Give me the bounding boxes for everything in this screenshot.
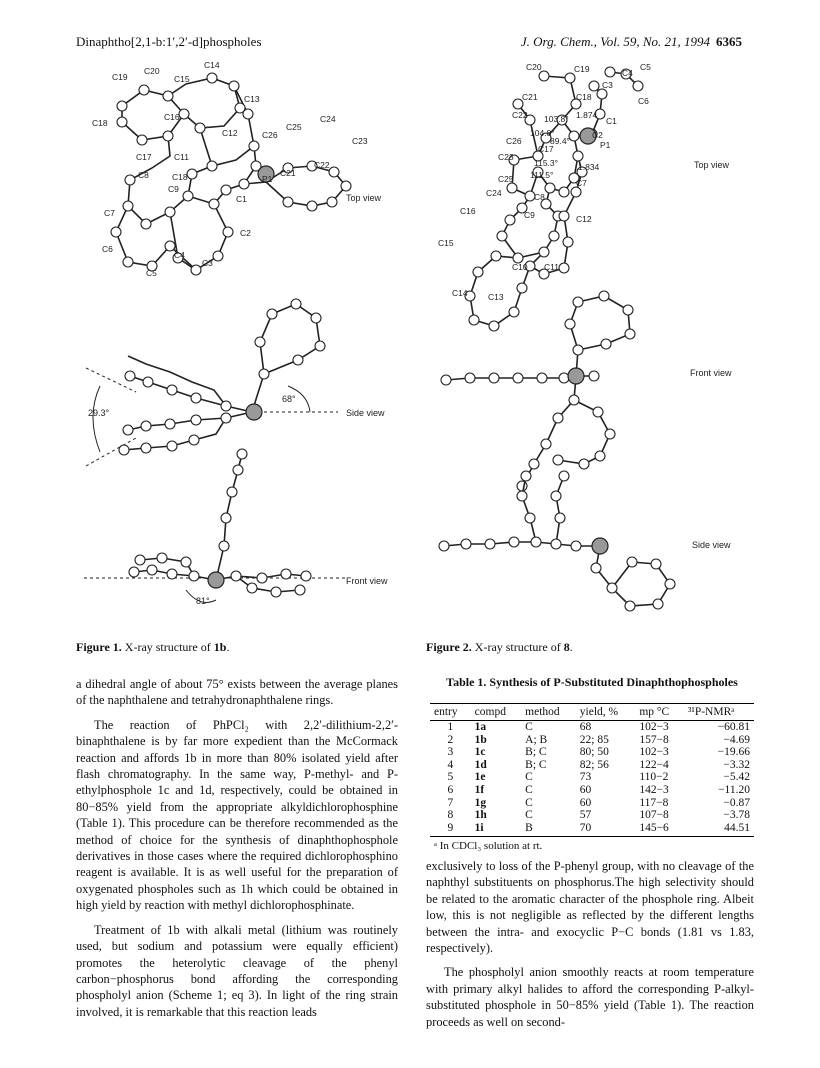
svg-text:C3: C3: [602, 80, 613, 90]
table-cell: 73: [579, 771, 592, 784]
svg-text:111.5°: 111.5°: [530, 170, 554, 180]
svg-text:C18: C18: [576, 92, 592, 102]
figure-2-top-view-bonds: [470, 72, 638, 326]
table-cell: 9: [430, 822, 471, 837]
svg-text:P1: P1: [262, 174, 273, 184]
table-cell: 1f: [474, 783, 485, 796]
figure-1-drawing: [76, 56, 426, 616]
table-cell: 6: [447, 783, 454, 796]
figure-1-atom-labels: [92, 60, 368, 278]
body-paragraph: exclusively to loss of the P-phenyl group, with no cleavage of the naphthyl substituents on phosphorus.The high selectivity should be related to the aromatic character of the phosphole ring. Albeit low, this is not negligible as reflected by the different lengths between the intra- and exocyclic P−C bonds (1.81 vs 1.83, respectively).: [426, 859, 754, 956]
table-cell: 8: [447, 809, 454, 822]
table-cell: A; B: [525, 733, 548, 746]
table-cell: 157−8: [639, 733, 669, 746]
svg-text:C16: C16: [164, 112, 180, 122]
svg-text:C5: C5: [640, 62, 651, 72]
table-cell: 1h: [474, 809, 487, 822]
svg-text:C4: C4: [174, 250, 185, 260]
column-header: compd: [471, 704, 522, 721]
table-cell: −3.78: [723, 809, 750, 822]
figure-1-front-angle: 81°: [196, 596, 210, 606]
right-column: [426, 858, 754, 1038]
svg-text:C18: C18: [172, 172, 188, 182]
svg-text:C25: C25: [286, 122, 302, 132]
svg-text:C20: C20: [526, 62, 542, 72]
svg-text:C25: C25: [498, 174, 514, 184]
table-cell: 1: [447, 721, 454, 733]
page-number: 6365: [716, 34, 742, 49]
figure-2-front-view-label: Front view: [690, 368, 732, 378]
figure-1-caption-text: X-ray structure of: [124, 640, 211, 654]
figure-1-dihedral-angle: 29.3°: [88, 408, 110, 418]
svg-text:C26: C26: [506, 136, 522, 146]
figure-1-top-view-bonds: [116, 78, 346, 270]
svg-text:C13: C13: [488, 292, 504, 302]
table-cell: 1b: [474, 733, 487, 746]
svg-text:C6: C6: [102, 244, 113, 254]
table-cell: 102−3: [639, 746, 669, 759]
journal-reference: J. Org. Chem., Vol. 59, No. 21, 1994: [520, 34, 710, 49]
figure-2-side-view-phosphorus: [592, 538, 608, 554]
table-cell: 3: [447, 746, 454, 759]
figure-1: [76, 56, 426, 616]
table-cell: 5: [447, 771, 454, 784]
table-cell: C: [525, 721, 533, 733]
svg-text:C1: C1: [236, 194, 247, 204]
figure-2-caption-label: Figure 2.: [426, 640, 472, 654]
table-row: [430, 759, 754, 772]
figure-2-caption-end: .: [569, 640, 573, 654]
svg-text:C13: C13: [244, 94, 260, 104]
table-cell: 1i: [471, 822, 522, 837]
svg-text:C21: C21: [280, 168, 296, 178]
svg-text:C24: C24: [320, 114, 336, 124]
table-cell: B; C: [525, 758, 547, 771]
svg-text:115.3°: 115.3°: [534, 158, 559, 168]
table-row: [430, 809, 754, 822]
svg-text:C23: C23: [352, 136, 368, 146]
body-paragraph: Treatment of 1b with alkali metal (lithium was routinely used, but sodium and potassium were equally efficient) promotes the heterolytic cleavage of the phenyl carbon−phosphorus bond affording the corresponding phospholyl anion (Scheme 1; eq 3). In light of the ring strain involved, it is remarkable that this reaction leads: [76, 922, 398, 1019]
table-cell: 142−3: [639, 783, 669, 796]
figure-1-side-view-atoms: [119, 299, 325, 455]
svg-text:C22: C22: [314, 160, 330, 170]
table-1-footnote: ᵃ In CDCl₃ solution at rt.: [434, 840, 543, 852]
table-cell: −5.42: [723, 771, 750, 784]
running-head: Dinaphtho[2,1-b:1′,2′-d]phospholes: [76, 34, 262, 49]
table-cell: 7: [447, 796, 454, 809]
figure-2-caption: [426, 640, 573, 655]
table-cell: 70: [576, 822, 636, 837]
figure-1-side-view-label: Side view: [346, 408, 385, 418]
svg-text:C17: C17: [538, 144, 554, 154]
table-cell: 122−4: [639, 758, 669, 771]
column-header: method: [521, 704, 576, 721]
table-row: [430, 822, 754, 837]
svg-text:C2: C2: [240, 228, 251, 238]
svg-text:P1: P1: [600, 140, 611, 150]
svg-text:104.8°: 104.8°: [530, 128, 555, 138]
svg-text:C6: C6: [638, 96, 649, 106]
table-cell: 60: [579, 783, 592, 796]
table-cell: 82; 56: [579, 758, 609, 771]
svg-text:C12: C12: [576, 214, 592, 224]
svg-text:C19: C19: [112, 72, 128, 82]
table-row: [430, 784, 754, 797]
figure-2-front-view-phosphorus: [568, 368, 584, 384]
figure-1-top-view-label: Top view: [346, 193, 382, 203]
column-header: entry: [430, 704, 471, 721]
table-cell: 102−3: [639, 721, 669, 733]
figure-1-caption-compound: 1b: [213, 640, 227, 654]
svg-text:C9: C9: [524, 210, 535, 220]
svg-text:C20: C20: [144, 66, 160, 76]
table-cell: 2: [447, 733, 454, 746]
svg-text:C16: C16: [460, 206, 476, 216]
table-1-title: Table 1. Synthesis of P-Substituted Dinaphthophospholes: [446, 675, 738, 689]
table-cell: 57: [579, 809, 592, 822]
table-row: [430, 771, 754, 784]
figure-2-caption-text: X-ray structure of: [474, 640, 561, 654]
table-cell: C: [525, 771, 533, 784]
table-cell: 117−8: [639, 796, 669, 809]
table-cell: 1e: [474, 771, 486, 784]
table-row: [430, 797, 754, 810]
svg-text:C18: C18: [92, 118, 108, 128]
body-paragraph: a dihedral angle of about 75° exists between the average planes of the naphthalene and tetrahydronaphthalene rings.: [76, 677, 398, 708]
body-paragraph: The phospholyl anion smoothly reacts at room temperature with primary alkyl halides to afford the corresponding P-alkyl-substituted phosphole in 50−85% yield (Table 1). The reaction proceeds as well on second-: [426, 965, 754, 1029]
svg-text:C12: C12: [222, 128, 238, 138]
table-cell: 4: [447, 758, 454, 771]
figure-2: [426, 56, 756, 616]
table-cell: −11.20: [718, 783, 750, 796]
table-cell: 1d: [474, 758, 487, 771]
svg-text:C14: C14: [204, 60, 220, 70]
figure-2-side-view-label: Side view: [692, 540, 731, 550]
figure-2-top-view-label: Top view: [694, 160, 730, 170]
table-cell: 107−8: [639, 809, 669, 822]
body-paragraph: The reaction of PhPCl₂ with 2,2′-dilithium-2,2′-binaphthalene is by far more expedient than the McCormack reaction and affords 1b in more than 80% isolated yield after flash chromatography. In the same way, P-methyl- and P-ethylphosphole 1c and 1d, respectively, could be obtained in 80−85% yield from the appropriate alkyldichlorophosphine (Table 1). This procedure can be therefore recommended as the method of choice for the synthesis of dinaphthophosphole derivatives in those cases where the required dichlorophosphino reagent is available. It is as well useful for the preparation of oxygenated phospholes such as 1h which could be obtained in high yield by reaction with methyl dichlorophosphinate.: [76, 717, 398, 913]
svg-text:1.874: 1.874: [576, 110, 598, 120]
table-cell: −4.69: [723, 733, 750, 746]
svg-text:C3: C3: [202, 258, 213, 268]
column-header: mp °C: [635, 704, 684, 721]
figure-2-drawing: [426, 56, 756, 616]
figure-1-front-view-bonds: [134, 454, 306, 592]
table-cell: 60: [579, 796, 592, 809]
table-1: [430, 703, 754, 837]
svg-text:C7: C7: [576, 178, 587, 188]
svg-text:C15: C15: [438, 238, 454, 248]
column-header: yield, %: [576, 704, 636, 721]
svg-text:C9: C9: [168, 184, 179, 194]
figure-1-caption: [76, 640, 229, 655]
table-cell: −19.66: [717, 746, 750, 759]
table-cell: 1a: [474, 721, 487, 733]
svg-text:C7: C7: [104, 208, 115, 218]
figure-1-caption-end: .: [226, 640, 230, 654]
svg-text:C2: C2: [592, 130, 603, 140]
table-cell: 145−6: [635, 822, 684, 837]
table-cell: 110−2: [639, 771, 669, 784]
figure-1-side-view-bonds: [124, 304, 320, 450]
table-cell: 1g: [474, 796, 487, 809]
table-row: [430, 721, 754, 734]
svg-text:C23: C23: [498, 152, 514, 162]
table-row: [430, 734, 754, 747]
column-header: ³¹P-NMRᵃ: [684, 704, 754, 721]
svg-text:C8: C8: [534, 192, 545, 202]
svg-text:C21: C21: [522, 92, 538, 102]
svg-text:103.8°: 103.8°: [544, 114, 569, 124]
figure-1-dihedral-arc: [93, 386, 100, 452]
svg-text:C17: C17: [136, 152, 152, 162]
svg-text:C1: C1: [606, 116, 617, 126]
figure-2-caption-compound: 8: [563, 640, 570, 654]
figure-1-front-view-phosphorus: [208, 572, 224, 588]
svg-text:C8: C8: [138, 170, 149, 180]
table-row: [430, 746, 754, 759]
svg-text:C5: C5: [146, 268, 157, 278]
svg-text:89.4°: 89.4°: [550, 136, 570, 146]
svg-text:C11: C11: [544, 262, 559, 272]
table-cell: 44.51: [684, 822, 754, 837]
table-cell: −3.32: [723, 758, 750, 771]
table-cell: B; C: [525, 746, 547, 759]
svg-text:1.834: 1.834: [578, 162, 600, 172]
figure-1-side-view-phosphorus: [246, 404, 262, 420]
svg-text:C24: C24: [486, 188, 502, 198]
svg-text:C26: C26: [262, 130, 278, 140]
table-cell: B: [521, 822, 576, 837]
svg-text:C22: C22: [512, 110, 528, 120]
left-column: [76, 676, 398, 1028]
svg-text:C19: C19: [574, 64, 590, 74]
figure-1-front-view-label: Front view: [346, 576, 388, 586]
svg-text:C15: C15: [174, 74, 190, 84]
figure-1-caption-label: Figure 1.: [76, 640, 122, 654]
journal-citation: [521, 34, 742, 50]
table-cell: −60.81: [717, 721, 750, 733]
figure-2-side-view-atoms: [439, 471, 675, 611]
svg-text:C11: C11: [174, 152, 189, 162]
table-header-row: [430, 704, 754, 721]
table-cell: C: [525, 796, 533, 809]
table-cell: C: [525, 783, 533, 796]
svg-text:C4: C4: [622, 68, 633, 78]
table-cell: −0.87: [723, 796, 750, 809]
table-cell: 68: [579, 721, 592, 733]
figure-1-side-angle: 68°: [282, 394, 296, 404]
table-cell: 22; 85: [579, 733, 609, 746]
table-cell: C: [525, 809, 533, 822]
svg-text:C14: C14: [452, 288, 468, 298]
table-cell: 80; 50: [579, 746, 609, 759]
svg-text:C10: C10: [512, 262, 528, 272]
table-cell: 1c: [474, 746, 486, 759]
